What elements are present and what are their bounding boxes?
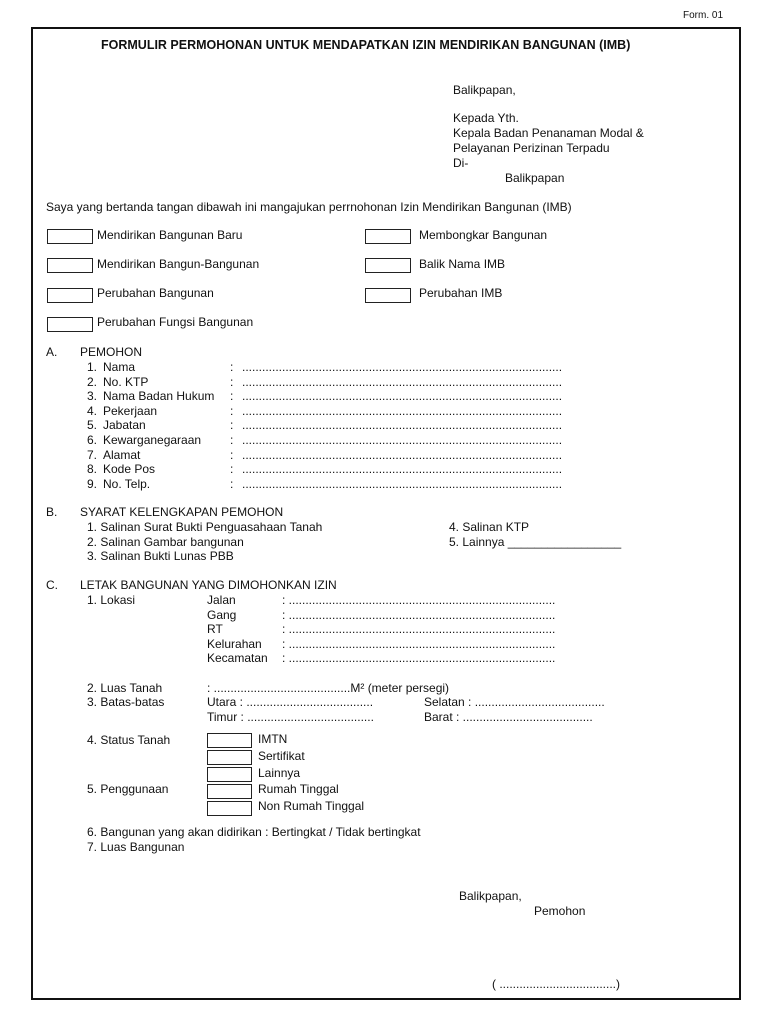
form-code: Form. 01 bbox=[683, 10, 724, 21]
lokasi-field-label: RT bbox=[207, 622, 223, 636]
applicant-field-colon: : bbox=[230, 433, 234, 447]
option-label: Mendirikan Bangunan Baru bbox=[97, 228, 243, 242]
applicant-field-label: Kode Pos bbox=[103, 462, 156, 476]
option-label: Lainnya bbox=[258, 766, 301, 780]
applicant-field-input[interactable]: ................................................................................................ bbox=[242, 448, 563, 462]
applicant-field-input[interactable]: ................................................................................................ bbox=[242, 433, 563, 447]
requirement-item: 2. Salinan Gambar bangunan bbox=[87, 535, 244, 549]
batas-selatan-field[interactable]: Selatan : ....................................... bbox=[424, 695, 605, 709]
address-to: Kepada Yth. bbox=[453, 111, 519, 125]
lokasi-field-input[interactable]: : ................................................................................ bbox=[282, 622, 556, 636]
option-label: Sertifikat bbox=[258, 749, 305, 763]
signature-role: Pemohon bbox=[534, 904, 586, 918]
option-label: Mendirikan Bangun-Bangunan bbox=[97, 257, 260, 271]
checkbox-perubahan-bangunan[interactable] bbox=[47, 288, 93, 303]
intro-text: Saya yang bertanda tangan dibawah ini mangajukan perrnohonan Izin Mendirikan Bangunan (IMB) bbox=[46, 200, 572, 214]
applicant-field-colon: : bbox=[230, 462, 234, 476]
section-a-letter: A. bbox=[46, 345, 58, 359]
checkbox-mendirikan-bangun[interactable] bbox=[47, 258, 93, 273]
applicant-field-input[interactable]: ................................................................................................ bbox=[242, 360, 563, 374]
applicant-field-label: Alamat bbox=[103, 448, 141, 462]
applicant-field-number: 4. bbox=[87, 404, 98, 418]
checkbox-imtn[interactable] bbox=[207, 733, 252, 748]
applicant-field-label: Kewarganegaraan bbox=[103, 433, 202, 447]
applicant-field-number: 3. bbox=[87, 389, 98, 403]
applicant-field-number: 8. bbox=[87, 462, 98, 476]
checkbox-lainnya[interactable] bbox=[207, 767, 252, 782]
applicant-field-number: 1. bbox=[87, 360, 98, 374]
address-recipient-1: Kepala Badan Penanaman Modal & bbox=[453, 126, 644, 140]
applicant-field-number: 6. bbox=[87, 433, 98, 447]
checkbox-sertifikat[interactable] bbox=[207, 750, 252, 765]
applicant-field-label: Nama bbox=[103, 360, 136, 374]
batas-utara-field[interactable]: Utara : ...................................... bbox=[207, 695, 374, 709]
address-recipient-2: Pelayanan Perizinan Terpadu bbox=[453, 141, 610, 155]
section-c-letter: C. bbox=[46, 578, 58, 592]
batas-label: 3. Batas-batas bbox=[87, 695, 165, 709]
applicant-field-label: Jabatan bbox=[103, 418, 146, 432]
applicant-field-input[interactable]: ................................................................................................ bbox=[242, 462, 563, 476]
applicant-field-number: 2. bbox=[87, 375, 98, 389]
applicant-field-input[interactable]: ................................................................................................ bbox=[242, 404, 563, 418]
checkbox-perubahan-imb[interactable] bbox=[365, 288, 411, 303]
checkbox-rumah-tinggal[interactable] bbox=[207, 784, 252, 799]
applicant-field-colon: : bbox=[230, 448, 234, 462]
option-label: Rumah Tinggal bbox=[258, 782, 339, 796]
option-label: Perubahan IMB bbox=[419, 286, 503, 300]
lokasi-field-label: Kecamatan bbox=[207, 651, 268, 665]
lokasi-field-input[interactable]: : ................................................................................ bbox=[282, 651, 556, 665]
signature-name-line: ( ...................................) bbox=[492, 977, 621, 991]
option-label: Non Rumah Tinggal bbox=[258, 799, 365, 813]
requirement-item: 3. Salinan Bukti Lunas PBB bbox=[87, 549, 234, 563]
applicant-field-colon: : bbox=[230, 418, 234, 432]
status-tanah-label: 4. Status Tanah bbox=[87, 733, 171, 747]
checkbox-non-rumah-tinggal[interactable] bbox=[207, 801, 252, 816]
lokasi-field-input[interactable]: : ................................................................................ bbox=[282, 593, 556, 607]
applicant-field-colon: : bbox=[230, 389, 234, 403]
checkbox-mendirikan-baru[interactable] bbox=[47, 229, 93, 244]
batas-timur-field[interactable]: Timur : ...................................... bbox=[207, 710, 374, 724]
item-6: 6. Bangunan yang akan didirikan : Bertingkat / Tidak bertingkat bbox=[87, 825, 421, 839]
requirement-item: 4. Salinan KTP bbox=[449, 520, 530, 534]
applicant-field-colon: : bbox=[230, 404, 234, 418]
section-a-heading: PEMOHON bbox=[80, 345, 143, 359]
option-label: IMTN bbox=[258, 732, 288, 746]
checkbox-balik-nama[interactable] bbox=[365, 258, 411, 273]
applicant-field-input[interactable]: ................................................................................................ bbox=[242, 418, 563, 432]
lokasi-field-label: Kelurahan bbox=[207, 637, 262, 651]
applicant-field-label: Nama Badan Hukum bbox=[103, 389, 215, 403]
applicant-field-label: No. KTP bbox=[103, 375, 149, 389]
address-city: Balikpapan bbox=[505, 171, 565, 185]
applicant-field-colon: : bbox=[230, 375, 234, 389]
applicant-field-label: No. Telp. bbox=[103, 477, 151, 491]
batas-barat-field[interactable]: Barat : ....................................... bbox=[424, 710, 593, 724]
lokasi-field-input[interactable]: : ................................................................................ bbox=[282, 637, 556, 651]
option-label: Perubahan Fungsi Bangunan bbox=[97, 315, 254, 329]
option-label: Membongkar Bangunan bbox=[419, 228, 548, 242]
signature-city-date: Balikpapan, bbox=[459, 889, 522, 903]
penggunaan-label: 5. Penggunaan bbox=[87, 782, 169, 796]
section-c-heading: LETAK BANGUNAN YANG DIMOHONKAN IZIN bbox=[80, 578, 337, 592]
address-di: Di- bbox=[453, 156, 469, 170]
luas-tanah-field[interactable]: : .........................................M² (meter persegi) bbox=[207, 681, 450, 695]
lokasi-field-label: Gang bbox=[207, 608, 237, 622]
applicant-field-input[interactable]: ................................................................................................ bbox=[242, 389, 563, 403]
option-label: Balik Nama IMB bbox=[419, 257, 506, 271]
form-title: FORMULIR PERMOHONAN UNTUK MENDAPATKAN IZIN MENDIRIKAN BANGUNAN (IMB) bbox=[101, 38, 631, 52]
applicant-field-number: 5. bbox=[87, 418, 98, 432]
section-b-letter: B. bbox=[46, 505, 58, 519]
checkbox-perubahan-fungsi[interactable] bbox=[47, 317, 93, 332]
applicant-field-input[interactable]: ................................................................................................ bbox=[242, 375, 563, 389]
applicant-field-colon: : bbox=[230, 360, 234, 374]
lokasi-field-input[interactable]: : ................................................................................ bbox=[282, 608, 556, 622]
requirement-item: 5. Lainnya _________________ bbox=[449, 535, 622, 549]
requirement-item: 1. Salinan Surat Bukti Penguasahaan Tanah bbox=[87, 520, 323, 534]
lokasi-label: 1. Lokasi bbox=[87, 593, 136, 607]
applicant-field-colon: : bbox=[230, 477, 234, 491]
section-b-heading: SYARAT KELENGKAPAN PEMOHON bbox=[80, 505, 284, 519]
lokasi-field-label: Jalan bbox=[207, 593, 236, 607]
checkbox-membongkar[interactable] bbox=[365, 229, 411, 244]
luas-tanah-label: 2. Luas Tanah bbox=[87, 681, 163, 695]
applicant-field-number: 9. bbox=[87, 477, 98, 491]
applicant-field-label: Pekerjaan bbox=[103, 404, 158, 418]
applicant-field-input[interactable]: ................................................................................................ bbox=[242, 477, 563, 491]
item-7: 7. Luas Bangunan bbox=[87, 840, 185, 854]
applicant-field-number: 7. bbox=[87, 448, 98, 462]
option-label: Perubahan Bangunan bbox=[97, 286, 214, 300]
address-city-date: Balikpapan, bbox=[453, 83, 516, 97]
